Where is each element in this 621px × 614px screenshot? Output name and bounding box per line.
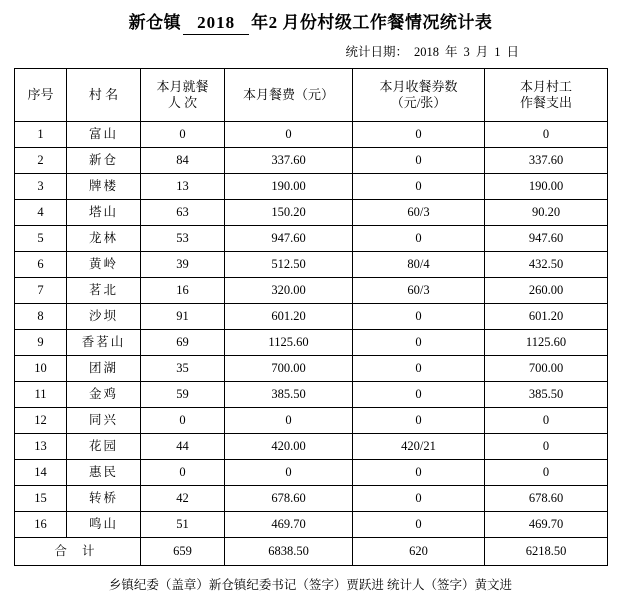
cell-people: 0 (141, 460, 225, 486)
table-row (15, 460, 608, 486)
cell-village: 同兴 (67, 408, 141, 434)
cell-people: 35 (141, 356, 225, 382)
cell-people: 63 (141, 200, 225, 226)
cell-people: 51 (141, 512, 225, 538)
cell-tickets: 0 (353, 460, 485, 486)
cell-village: 黄岭 (67, 252, 141, 278)
cell-fee: 190.00 (225, 174, 353, 200)
cell-spend: 0 (485, 122, 608, 148)
cell-village: 团湖 (67, 356, 141, 382)
cell-no: 4 (15, 200, 67, 226)
cell-no: 15 (15, 486, 67, 512)
date-month-value: 3 (463, 45, 470, 59)
cell-no: 5 (15, 226, 67, 252)
title-year-blank: 2018 (183, 13, 249, 35)
cell-people: 53 (141, 226, 225, 252)
table-row (15, 382, 608, 408)
cell-tickets: 0 (353, 356, 485, 382)
cell-fee: 512.50 (225, 252, 353, 278)
cell-no: 6 (15, 252, 67, 278)
cell-no: 14 (15, 460, 67, 486)
cell-fee: 601.20 (225, 304, 353, 330)
cell-tickets: 0 (353, 486, 485, 512)
date-label: 统计日期： (345, 45, 408, 59)
cell-people: 42 (141, 486, 225, 512)
cell-spend: 0 (485, 434, 608, 460)
cell-tickets: 0 (353, 226, 485, 252)
total-tickets: 620 (353, 538, 485, 566)
cell-no: 2 (15, 148, 67, 174)
cell-tickets: 80/4 (353, 252, 485, 278)
table-row (15, 200, 608, 226)
cell-tickets: 0 (353, 382, 485, 408)
date-day-unit: 日 (506, 45, 519, 59)
cell-tickets: 0 (353, 330, 485, 356)
table-row (15, 174, 608, 200)
cell-no: 1 (15, 122, 67, 148)
cell-no: 7 (15, 278, 67, 304)
cell-tickets: 60/3 (353, 278, 485, 304)
cell-people: 59 (141, 382, 225, 408)
cell-village: 惠民 (67, 460, 141, 486)
date-year-unit: 年 (444, 45, 458, 59)
cell-spend: 0 (485, 408, 608, 434)
cell-village: 花园 (67, 434, 141, 460)
cell-no: 11 (15, 382, 67, 408)
cell-no: 8 (15, 304, 67, 330)
cell-people: 39 (141, 252, 225, 278)
table-row (15, 512, 608, 538)
date-year-value: 2018 (413, 45, 439, 59)
cell-fee: 320.00 (225, 278, 353, 304)
cell-people: 69 (141, 330, 225, 356)
cell-people: 16 (141, 278, 225, 304)
cell-fee: 678.60 (225, 486, 353, 512)
table-row (15, 278, 608, 304)
cell-no: 12 (15, 408, 67, 434)
cell-tickets: 0 (353, 408, 485, 434)
meal-statistics-table (14, 68, 608, 566)
cell-village: 龙林 (67, 226, 141, 252)
cell-fee: 337.60 (225, 148, 353, 174)
cell-fee: 0 (225, 122, 353, 148)
cell-tickets: 0 (353, 174, 485, 200)
cell-fee: 0 (225, 460, 353, 486)
title-middle: 年2 月份村级工作餐情况统计表 (251, 13, 493, 32)
cell-tickets: 0 (353, 304, 485, 330)
cell-fee: 420.00 (225, 434, 353, 460)
table-row (15, 356, 608, 382)
cell-spend: 385.50 (485, 382, 608, 408)
cell-fee: 385.50 (225, 382, 353, 408)
table-total-row (15, 538, 608, 566)
cell-no: 3 (15, 174, 67, 200)
cell-village: 转桥 (67, 486, 141, 512)
cell-no: 16 (15, 512, 67, 538)
cell-spend: 90.20 (485, 200, 608, 226)
cell-village: 沙坝 (67, 304, 141, 330)
cell-fee: 469.70 (225, 512, 353, 538)
cell-spend: 337.60 (485, 148, 608, 174)
cell-people: 91 (141, 304, 225, 330)
cell-spend: 947.60 (485, 226, 608, 252)
table-row (15, 486, 608, 512)
cell-village: 牌楼 (67, 174, 141, 200)
table-row (15, 148, 608, 174)
cell-village: 鸣山 (67, 512, 141, 538)
signature-line: 乡镇纪委（盖章）新仓镇纪委书记（签字）贾跃进 统计人（签字）黄文进 (108, 578, 513, 592)
cell-spend: 601.20 (485, 304, 608, 330)
cell-tickets: 0 (353, 512, 485, 538)
table-row (15, 304, 608, 330)
cell-spend: 678.60 (485, 486, 608, 512)
table-row (15, 434, 608, 460)
cell-fee: 1125.60 (225, 330, 353, 356)
cell-no: 9 (15, 330, 67, 356)
cell-village: 塔山 (67, 200, 141, 226)
statistics-date-line (14, 42, 607, 60)
total-label: 合 计 (15, 538, 141, 566)
column-header-no: 序号 (15, 69, 67, 122)
cell-no: 13 (15, 434, 67, 460)
table-row (15, 226, 608, 252)
cell-no: 10 (15, 356, 67, 382)
cell-fee: 150.20 (225, 200, 353, 226)
column-header-tickets: 本月收餐券数 （元/张） (353, 69, 485, 122)
table-row (15, 330, 608, 356)
cell-tickets: 0 (353, 148, 485, 174)
cell-people: 0 (141, 122, 225, 148)
cell-village: 香茗山 (67, 330, 141, 356)
cell-fee: 700.00 (225, 356, 353, 382)
total-spend: 6218.50 (485, 538, 608, 566)
statistics-document (0, 8, 621, 614)
table-row (15, 122, 608, 148)
column-header-village: 村 名 (67, 69, 141, 122)
cell-spend: 0 (485, 460, 608, 486)
cell-fee: 0 (225, 408, 353, 434)
cell-tickets: 60/3 (353, 200, 485, 226)
column-header-people: 本月就餐 人 次 (141, 69, 225, 122)
cell-people: 44 (141, 434, 225, 460)
cell-people: 84 (141, 148, 225, 174)
cell-spend: 190.00 (485, 174, 608, 200)
cell-tickets: 420/21 (353, 434, 485, 460)
title-prefix: 新仓镇 (128, 13, 182, 32)
date-month-unit: 月 (475, 45, 489, 59)
cell-spend: 700.00 (485, 356, 608, 382)
date-day-value: 1 (494, 45, 501, 59)
cell-spend: 469.70 (485, 512, 608, 538)
cell-spend: 260.00 (485, 278, 608, 304)
cell-village: 新仓 (67, 148, 141, 174)
cell-village: 茗北 (67, 278, 141, 304)
cell-people: 13 (141, 174, 225, 200)
cell-village: 金鸡 (67, 382, 141, 408)
document-title (14, 8, 607, 35)
cell-people: 0 (141, 408, 225, 434)
cell-spend: 1125.60 (485, 330, 608, 356)
table-header-row (15, 69, 608, 122)
table-row (15, 252, 608, 278)
column-header-spend: 本月村工 作餐支出 (485, 69, 608, 122)
total-people: 659 (141, 538, 225, 566)
cell-village: 富山 (67, 122, 141, 148)
column-header-fee: 本月餐费（元） (225, 69, 353, 122)
cell-tickets: 0 (353, 122, 485, 148)
total-fee: 6838.50 (225, 538, 353, 566)
cell-fee: 947.60 (225, 226, 353, 252)
cell-spend: 432.50 (485, 252, 608, 278)
table-row (15, 408, 608, 434)
